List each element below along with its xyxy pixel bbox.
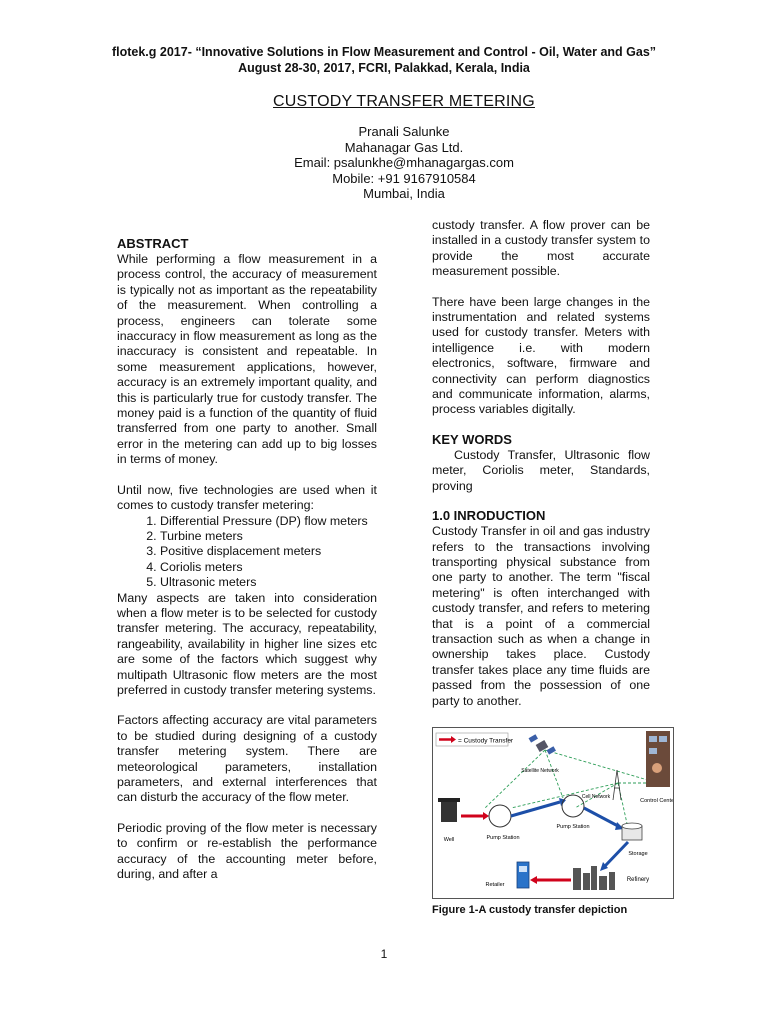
retailer-label: Retailer bbox=[485, 882, 505, 888]
intro-text: Custody Transfer in oil and gas industry refers to the transactions involving transporting physical substance from one party to another. The term "fiscal metering" is often interchanged with custody transfer, and refers to metering that is a point of a commercial transaction such as when a change in ownership takes place. Custody transfer takes place any time fluids are passed from the possession of one party to another. bbox=[432, 524, 650, 708]
author-email: Email: psalunkhe@mhanagargas.com bbox=[294, 155, 514, 170]
well-icon bbox=[438, 798, 460, 822]
pump-label-1: Pump Station bbox=[486, 835, 520, 841]
right-column bbox=[432, 218, 650, 709]
abstract-paragraph-4: Factors affecting accuracy are vital parameters to be studied during designing of a custody transfer metering system. There are meteorological parameters, installation parameters, and external interferences that can disturb the accuracy of the flow meter. bbox=[117, 713, 377, 805]
retailer-pump-icon bbox=[517, 862, 529, 888]
control-label: Control Center bbox=[640, 798, 673, 804]
left-column bbox=[117, 236, 377, 882]
cell-tower-icon bbox=[613, 770, 621, 800]
conference-line-2: August 28-30, 2017, FCRI, Palakkad, Kerala, India bbox=[238, 61, 530, 75]
list-item: 2. Turbine meters bbox=[160, 529, 377, 544]
keywords-text: Custody Transfer, Ultrasonic flow meter, Coriolis meter, Standards, proving bbox=[432, 447, 650, 493]
legend-label: = Custody Transfer bbox=[458, 737, 514, 745]
intro-heading: 1.0 INRODUCTION bbox=[432, 508, 546, 524]
well-label: Well bbox=[443, 837, 455, 843]
abstract-paragraph-3: Many aspects are taken into consideration when a flow meter is to be selected for custody transfer metering. The accuracy, repeatability, rangeability, availability in higher line sizes etc are some of the factors which suggest why multipath Ultrasonic flow meters are the most preferred in custody transfer metering systems. bbox=[117, 590, 377, 697]
satellite-label: Satellite Network bbox=[521, 768, 559, 774]
paper-title: CUSTODY TRANSFER METERING bbox=[273, 93, 535, 110]
conference-line-1: flotek.g 2017- “Innovative Solutions in Flow Measurement and Control - Oil, Water and Gas” bbox=[111, 45, 657, 59]
list-item: 4. Coriolis meters bbox=[160, 560, 377, 575]
abstract-paragraph-1: While performing a flow measurement in a process control, the accuracy of measurement is typically not as important as the repeatability of the measurement. When controlling a process, engineers can tolerate some inaccuracy in flow measurement as long as the inaccuracy is consistent and repeatable. In some measurement applications, however, accuracy is an extremely important quality, and this is particularly true for custody transfer. The money paid is a function of the quantity of fluid transferred from one party to another. Small error in the metering can add up to big losses in terms of money. bbox=[117, 252, 377, 467]
abstract-paragraph-7: There have been large changes in the instrumentation and related systems used for custody transfer. Meters with intelligence i.e. with modern electronics, software, firmware and connectivity can perform diagnostics and communicate information, alarms, process variables digitally. bbox=[432, 294, 650, 417]
storage-tank-icon bbox=[622, 823, 642, 840]
list-item: 1. Differential Pressure (DP) flow meters bbox=[160, 514, 377, 529]
list-item: 3. Positive displacement meters bbox=[160, 544, 377, 559]
abstract-heading: ABSTRACT bbox=[117, 236, 189, 251]
list-item: 5. Ultrasonic meters bbox=[160, 575, 377, 590]
pump-label-2: Pump Station bbox=[556, 824, 590, 830]
abstract-paragraph-5: Periodic proving of the flow meter is necessary to confirm or re-establish the performance accuracy of the accounting meter before, during, and after a bbox=[117, 820, 377, 882]
refinery-icon bbox=[573, 866, 615, 890]
author-name: Pranali Salunke bbox=[358, 124, 450, 139]
custody-transfer-diagram bbox=[433, 728, 673, 898]
keywords-heading: KEY WORDS bbox=[432, 431, 512, 447]
figure-caption: Figure 1-A custody transfer depiction bbox=[432, 904, 628, 916]
satellite-icon bbox=[529, 734, 556, 754]
pump-station-icon bbox=[562, 795, 584, 817]
author-block bbox=[0, 124, 768, 202]
storage-label: Storage bbox=[628, 851, 648, 857]
refinery-label: Refinery bbox=[626, 877, 650, 883]
pump-station-icon bbox=[489, 805, 511, 827]
abstract-paragraph-2: Until now, five technologies are used when it comes to custody transfer metering: bbox=[117, 482, 377, 513]
cell-label: Cell Network bbox=[581, 794, 611, 800]
technology-list bbox=[117, 514, 377, 591]
page-number: 1 bbox=[380, 947, 388, 961]
author-mobile: Mobile: +91 9167910584 bbox=[332, 170, 476, 186]
custody-transfer-figure bbox=[432, 727, 674, 899]
conference-header bbox=[0, 44, 768, 76]
abstract-paragraph-6: custody transfer. A flow prover can be installed in a custody transfer system to provide the most accurate measurement possible. bbox=[432, 218, 650, 279]
author-location: Mumbai, India bbox=[363, 186, 445, 201]
author-org: Mahanagar Gas Ltd. bbox=[344, 139, 464, 155]
